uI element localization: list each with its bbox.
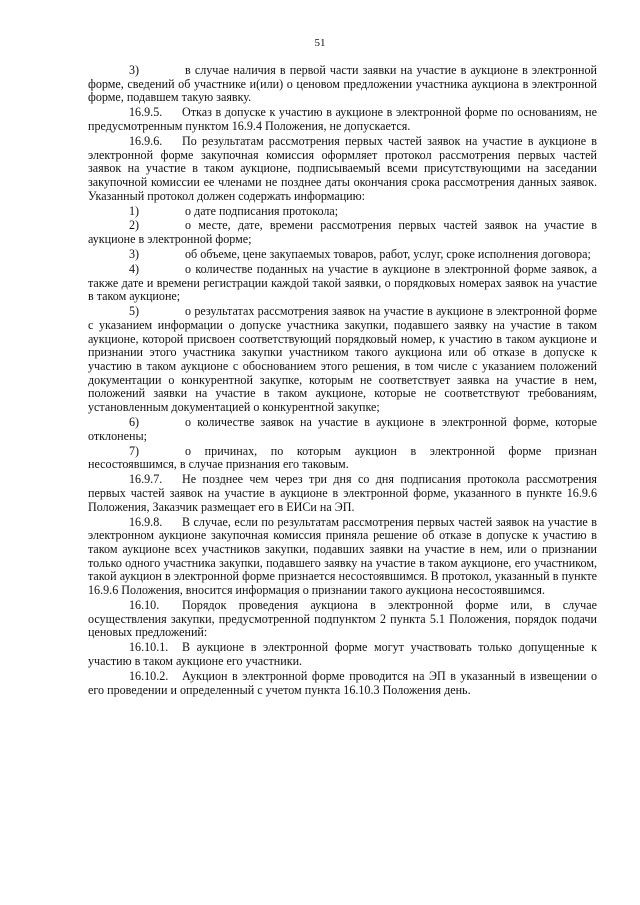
list-item-3 xyxy=(88,248,597,262)
list-item-text: о количестве заявок на участие в аукционе в электронной форме, которые отклонены; xyxy=(88,415,597,443)
paragraph-text: Аукцион в электронной форме проводится на ЭП в указанный в извещении о его проведении и определенный с учетом пункта 16.10.3 Положения день. xyxy=(88,668,597,697)
list-item-5 xyxy=(88,305,597,415)
list-item-number: 2) xyxy=(129,218,140,233)
list-item-text: о месте, дате, времени рассмотрения первых частей заявок на участие в аукционе в электронной форме; xyxy=(88,218,597,247)
list-item-text: о результатах рассмотрения заявок на участие в аукционе в электронной форме с указанием информации о допуске участника закупки, подавшего заявку на участие в таком аукционе, которой присвоен соответствующий порядковый номер, к участию в таком аукционе и признании этого участника закупки участником такого аукциона или об отказе в допуске к участию в таком аукционе с обоснованием этого решения, в том числе с указанием положений документации о конкурентной закупке, которым не соответствует заявка на участие в нем, положений заявки на участие в таком аукционе, которые не соответствуют требованиям, установленным документацией о конкурентной закупке; xyxy=(88,304,597,415)
paragraph-16-10 xyxy=(88,599,597,640)
paragraph-16-10-1 xyxy=(88,641,597,668)
list-item-number: 5) xyxy=(129,304,140,319)
list-item-text: о количестве поданных на участие в аукционе в электронной форме заявок, а также дате и времени регистрации каждой такой заявки, о порядковых номерах заявок на участие в таком аукционе; xyxy=(88,261,597,304)
paragraph-16-10-2 xyxy=(88,670,597,697)
paragraph-number: 16.9.6. xyxy=(129,133,163,148)
list-item-number: 4) xyxy=(129,261,140,276)
list-item-number: 7) xyxy=(129,443,140,458)
list-item-text: о причинах, по которым аукцион в электронной форме признан несостоявшимся, в случае признания его таковым. xyxy=(88,443,597,472)
paragraph-text: В аукционе в электронной форме могут участвовать только допущенные к участию в таком аукционе его участники. xyxy=(88,640,597,668)
paragraph-number: 16.10.2. xyxy=(129,668,169,683)
paragraph-16-9-6 xyxy=(88,135,597,204)
paragraph-16-9-5 xyxy=(88,106,597,133)
list-item-number: 1) xyxy=(129,203,140,218)
list-item-number: 6) xyxy=(129,415,140,430)
paragraph-number: 16.10.1. xyxy=(129,640,169,655)
paragraph-16-9-7 xyxy=(88,473,597,514)
paragraph-item-3-first-part xyxy=(88,64,597,105)
paragraph-text: Не позднее чем через три дня со дня подписания протокола рассмотрения первых частей заявок на участие в аукционе в электронной форме, указанного в пункте 16.9.6 Положения, Заказчик размещает его в ЕИСи на ЭП. xyxy=(88,472,597,514)
paragraph-number: 16.9.8. xyxy=(129,514,163,529)
paragraph-text: Отказ в допуске к участию в аукционе в электронной форме по основаниям, не предусмотренным пунктом 16.9.4 Положения, не допускается. xyxy=(88,105,597,133)
list-item-4 xyxy=(88,263,597,304)
list-item-1 xyxy=(88,205,597,219)
list-item-2 xyxy=(88,219,597,246)
list-item-number: 3) xyxy=(129,247,140,262)
document-body xyxy=(88,64,597,698)
paragraph-text: По результатам рассмотрения первых частей заявок на участие в аукционе в электронной форме закупочная комиссия оформляет протокол рассмотрения первых частей заявок на участие в таком аукционе, подписываемый всеми присутствующими на заседании закупочной комиссии ее членами не позднее даты окончания срока рассмотрения данных заявок. Указанный протокол должен содержать информацию: xyxy=(88,133,597,203)
page-number: 51 xyxy=(314,37,326,49)
list-item-6 xyxy=(88,416,597,443)
list-item-7 xyxy=(88,445,597,472)
paragraph-text: в случае наличия в первой части заявки на участие в аукционе в электронной форме, сведений об участнике и(или) о ценовом предложении участника аукциона в электронной форме, подавшем такую заявку. xyxy=(88,63,597,105)
paragraph-text: В случае, если по результатам рассмотрения первых частей заявок на участие в электронном аукционе закупочная комиссия приняла решение об отказе в допуске к участию в таком аукционе всех участников закупки, подавших заявки на участие в нем, или о признании только одного участника закупки, подавшего заявку на участие в таком аукционе, его участником, такой аукцион в электронной форме признается несостоявшимся. В протокол, указанный в пункте 16.9.6 Положения, вносится информация о признании такого аукциона несостоявшимся. xyxy=(88,514,597,598)
paragraph-number: 3) xyxy=(129,63,140,77)
paragraph-text: Порядок проведения аукциона в электронной форме или, в случае осуществления закупки, предусмотренной подпунктом 2 пункта 5.1 Положения, порядок подачи ценовых предложений: xyxy=(88,597,597,640)
paragraph-number: 16.9.7. xyxy=(129,472,163,487)
list-item-text: о дате подписания протокола; xyxy=(185,203,339,218)
paragraph-number: 16.9.5. xyxy=(129,105,163,120)
paragraph-number: 16.10. xyxy=(129,597,160,612)
list-item-text: об объеме, цене закупаемых товаров, работ, услуг, сроке исполнения договора; xyxy=(185,247,591,262)
paragraph-16-9-8 xyxy=(88,516,597,598)
